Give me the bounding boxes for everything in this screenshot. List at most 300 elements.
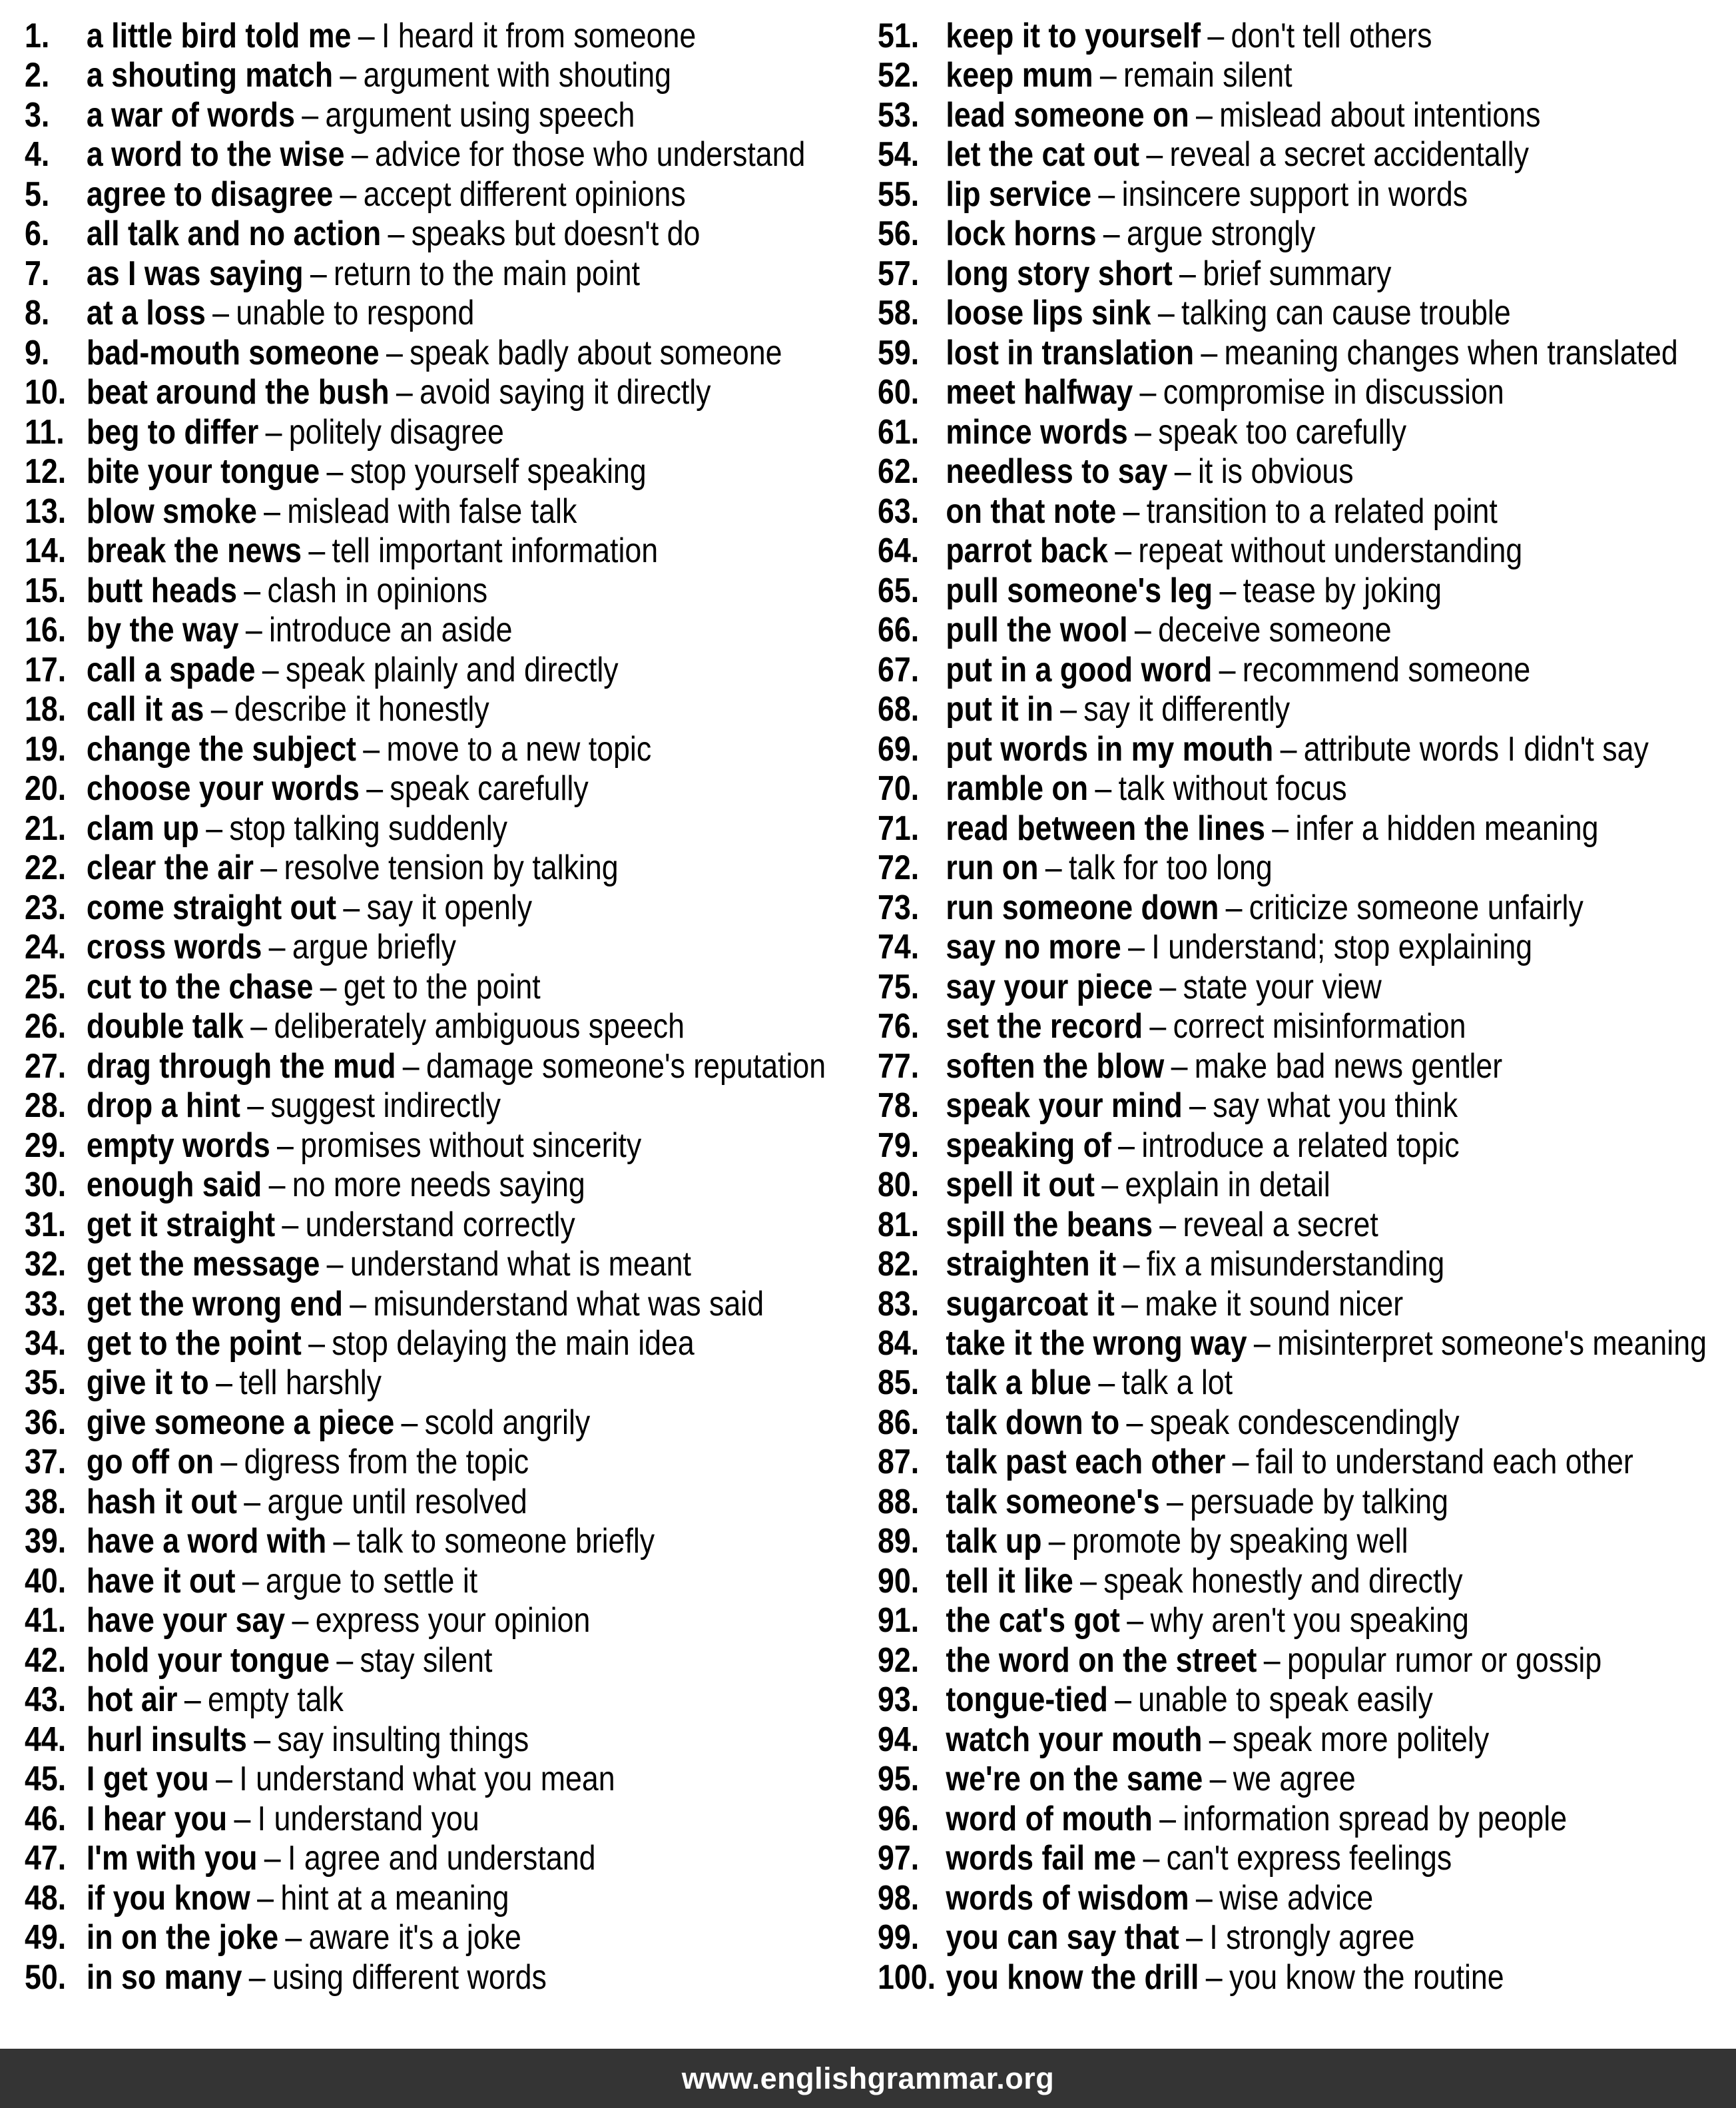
item-separator: – <box>363 729 380 769</box>
list-item <box>878 1086 1736 1126</box>
list-item <box>25 571 884 611</box>
item-term: cut to the chase <box>86 967 314 1006</box>
item-number: 60. <box>878 373 920 412</box>
item-number: 25. <box>25 967 67 1006</box>
item-separator: – <box>1179 254 1196 293</box>
item-separator: – <box>1263 1640 1281 1680</box>
list-item <box>25 214 884 254</box>
item-number: 85. <box>878 1363 920 1403</box>
item-definition: I agree and understand <box>287 1839 596 1878</box>
item-term: get the message <box>86 1245 320 1284</box>
item-number: 34. <box>25 1323 67 1363</box>
item-definition: it is obvious <box>1197 452 1354 492</box>
item-separator: – <box>1139 373 1157 412</box>
item-separator: – <box>1060 690 1077 729</box>
item-term: hot air <box>86 1680 178 1720</box>
item-number: 24. <box>25 928 67 967</box>
item-definition: argue until resolved <box>267 1482 527 1521</box>
list-item <box>25 928 884 967</box>
item-separator: – <box>358 17 375 55</box>
item-term: come straight out <box>86 888 337 927</box>
list-item <box>878 1720 1736 1760</box>
item-definition: talk without focus <box>1118 769 1347 809</box>
item-definition: stop delaying the main idea <box>332 1323 695 1363</box>
item-separator: – <box>402 1046 420 1086</box>
item-number: 8. <box>25 294 50 333</box>
list-item <box>25 1641 884 1680</box>
item-term: speaking of <box>946 1126 1111 1165</box>
item-separator: – <box>247 1086 264 1126</box>
list-item <box>878 1918 1736 1957</box>
item-number: 29. <box>25 1126 67 1165</box>
item-separator: – <box>1135 412 1151 452</box>
item-separator: – <box>1186 1918 1203 1957</box>
item-definition: empty talk <box>208 1680 344 1720</box>
item-term: have your say <box>86 1601 286 1640</box>
item-definition: tell important information <box>332 531 659 571</box>
item-term: speak your mind <box>946 1086 1183 1126</box>
item-separator: – <box>326 452 344 492</box>
item-term: lip service <box>946 175 1092 214</box>
item-term: cross words <box>86 928 262 967</box>
item-term: hash it out <box>86 1482 237 1521</box>
item-separator: – <box>396 373 413 412</box>
item-separator: – <box>1101 1166 1119 1205</box>
item-number: 91. <box>878 1601 920 1640</box>
list-item <box>878 928 1736 967</box>
item-term: parrot back <box>946 531 1108 571</box>
item-separator: – <box>340 175 357 214</box>
item-definition: politely disagree <box>288 412 504 452</box>
item-definition: information spread by people <box>1183 1799 1568 1838</box>
list-item <box>878 254 1736 294</box>
list-item <box>25 1324 884 1363</box>
list-item <box>25 1760 884 1799</box>
item-number: 35. <box>25 1363 67 1403</box>
list-item <box>25 1363 884 1403</box>
item-number: 96. <box>878 1799 920 1838</box>
list-item <box>25 294 884 333</box>
item-definition: talk a lot <box>1121 1363 1233 1403</box>
list-item <box>878 1562 1736 1601</box>
item-separator: – <box>1174 452 1191 492</box>
item-term: straighten it <box>946 1245 1117 1284</box>
item-separator: – <box>1209 1720 1226 1759</box>
item-definition: I strongly agree <box>1209 1918 1415 1957</box>
item-term: by the way <box>86 611 239 650</box>
item-definition: explain in detail <box>1125 1166 1330 1205</box>
item-number: 42. <box>25 1640 67 1680</box>
item-term: meet halfway <box>946 373 1133 412</box>
list-item <box>25 1720 884 1760</box>
item-separator: – <box>1045 849 1062 888</box>
list-item <box>25 1206 884 1245</box>
item-separator: – <box>1098 175 1115 214</box>
item-term: say no more <box>946 928 1121 967</box>
list-item <box>25 1918 884 1957</box>
item-separator: – <box>1205 1957 1223 1997</box>
list-item <box>878 1324 1736 1363</box>
item-number: 94. <box>878 1720 920 1759</box>
item-definition: describe it honestly <box>234 690 489 729</box>
list-item <box>25 175 884 214</box>
item-term: words of wisdom <box>946 1878 1189 1918</box>
list-item <box>25 413 884 452</box>
item-number: 58. <box>878 294 920 333</box>
list-item <box>878 1206 1736 1245</box>
item-separator: – <box>244 1482 261 1521</box>
item-separator: – <box>1280 729 1297 769</box>
item-number: 59. <box>878 333 920 372</box>
item-definition: scold angrily <box>424 1403 591 1442</box>
item-separator: – <box>1166 1482 1183 1521</box>
item-number: 55. <box>878 175 920 214</box>
item-number: 63. <box>878 492 920 531</box>
item-definition: make it sound nicer <box>1145 1284 1404 1323</box>
item-definition: infer a hidden meaning <box>1295 809 1599 848</box>
item-definition: move to a new topic <box>386 729 652 769</box>
list-item <box>878 1641 1736 1680</box>
item-definition: talk to someone briefly <box>356 1522 655 1561</box>
item-term: the cat's got <box>946 1601 1120 1640</box>
list-item <box>878 214 1736 254</box>
item-separator: – <box>388 214 405 254</box>
item-term: have a word with <box>86 1522 327 1561</box>
item-number: 1. <box>25 17 50 55</box>
item-definition: speak plainly and directly <box>285 650 619 689</box>
item-term: run on <box>946 849 1039 888</box>
list-item <box>878 452 1736 492</box>
item-number: 78. <box>878 1086 920 1126</box>
item-separator: – <box>220 1443 238 1482</box>
item-definition: I understand you <box>257 1799 479 1838</box>
item-number: 84. <box>878 1323 920 1363</box>
item-definition: speak condescendingly <box>1149 1403 1460 1442</box>
item-term: talk down to <box>946 1403 1120 1442</box>
item-number: 65. <box>878 571 920 610</box>
item-term: butt heads <box>86 571 237 610</box>
list-item <box>25 1245 884 1284</box>
list-item <box>878 730 1736 769</box>
item-term: talk past each other <box>946 1443 1226 1482</box>
item-separator: – <box>257 1878 274 1918</box>
item-separator: – <box>308 531 326 571</box>
list-item <box>25 1879 884 1918</box>
item-separator: – <box>285 1918 302 1957</box>
list-item <box>25 730 884 769</box>
item-term: let the cat out <box>946 135 1140 175</box>
item-separator: – <box>216 1760 232 1799</box>
item-term: say your piece <box>946 967 1153 1006</box>
item-separator: – <box>264 492 281 531</box>
item-definition: I heard it from someone <box>381 17 697 55</box>
item-number: 89. <box>878 1522 920 1561</box>
footer-bar <box>0 2049 1736 2108</box>
item-definition: deliberately ambiguous speech <box>274 1007 685 1046</box>
item-term: words fail me <box>946 1839 1137 1878</box>
item-term: lost in translation <box>946 333 1195 372</box>
list-item <box>878 17 1736 56</box>
item-term: in so many <box>86 1957 242 1997</box>
item-number: 43. <box>25 1680 67 1720</box>
item-definition: stay silent <box>360 1640 493 1680</box>
item-term: hurl insults <box>86 1720 247 1759</box>
item-definition: I understand; stop explaining <box>1151 928 1533 967</box>
list-item <box>25 1086 884 1126</box>
item-term: the word on the street <box>946 1640 1257 1680</box>
item-number: 13. <box>25 492 67 531</box>
list-item <box>25 690 884 729</box>
item-separator: – <box>1115 1680 1131 1720</box>
item-number: 54. <box>878 135 920 175</box>
item-term: talk a blue <box>946 1363 1092 1403</box>
item-term: a little bird told me <box>86 17 352 55</box>
list-item <box>878 1760 1736 1799</box>
item-separator: – <box>1195 1878 1213 1918</box>
list-item <box>878 96 1736 135</box>
list-item <box>878 1285 1736 1324</box>
item-term: beg to differ <box>86 412 259 452</box>
item-term: keep mum <box>946 56 1093 95</box>
item-definition: deceive someone <box>1158 611 1392 650</box>
item-separator: – <box>1126 1403 1143 1442</box>
item-separator: – <box>336 1640 354 1680</box>
item-definition: say insulting things <box>277 1720 529 1759</box>
item-number: 37. <box>25 1443 67 1482</box>
item-number: 79. <box>878 1126 920 1165</box>
item-number: 5. <box>25 175 50 214</box>
item-number: 48. <box>25 1878 67 1918</box>
item-definition: insincere support in words <box>1121 175 1468 214</box>
item-separator: – <box>1157 294 1175 333</box>
item-number: 26. <box>25 1007 67 1046</box>
item-separator: – <box>265 412 282 452</box>
item-number: 45. <box>25 1760 67 1799</box>
item-separator: – <box>1118 1126 1135 1165</box>
item-definition: remain silent <box>1123 56 1293 95</box>
item-separator: – <box>1121 1284 1139 1323</box>
item-number: 30. <box>25 1166 67 1205</box>
item-definition: aware it's a joke <box>308 1918 521 1957</box>
item-number: 17. <box>25 650 67 689</box>
item-separator: – <box>1098 1363 1115 1403</box>
item-separator: – <box>1225 888 1243 927</box>
list-item <box>25 968 884 1007</box>
list-item <box>878 1007 1736 1046</box>
item-definition: unable to speak easily <box>1138 1680 1433 1720</box>
item-term: call it as <box>86 690 204 729</box>
list-item <box>25 651 884 690</box>
item-definition: unable to respond <box>236 294 475 333</box>
item-definition: criticize someone unfairly <box>1249 888 1584 927</box>
item-term: give it to <box>86 1363 209 1403</box>
item-number: 3. <box>25 95 50 135</box>
item-term: long story short <box>946 254 1173 293</box>
item-number: 10. <box>25 373 67 412</box>
list-item <box>25 849 884 888</box>
item-definition: you know the routine <box>1229 1957 1504 1997</box>
item-term: blow smoke <box>86 492 257 531</box>
item-number: 46. <box>25 1799 67 1838</box>
list-item <box>878 1443 1736 1482</box>
list-item <box>878 413 1736 452</box>
item-term: ramble on <box>946 769 1089 809</box>
list-item <box>25 1403 884 1443</box>
item-definition: resolve tension by talking <box>284 849 619 888</box>
item-separator: – <box>1095 769 1112 809</box>
item-term: you know the drill <box>946 1957 1199 1997</box>
item-number: 87. <box>878 1443 920 1482</box>
item-number: 12. <box>25 452 67 492</box>
item-separator: – <box>1149 1007 1167 1046</box>
item-separator: – <box>282 1205 299 1244</box>
item-term: give someone a piece <box>86 1403 395 1442</box>
list-item <box>878 1601 1736 1640</box>
list-item <box>25 492 884 531</box>
list-item <box>878 1680 1736 1720</box>
item-definition: tell harshly <box>239 1363 382 1403</box>
item-definition: argue strongly <box>1126 214 1316 254</box>
item-term: you can say that <box>946 1918 1179 1957</box>
item-number: 99. <box>878 1918 920 1957</box>
item-separator: – <box>401 1403 418 1442</box>
item-term: double talk <box>86 1007 244 1046</box>
item-number: 53. <box>878 95 920 135</box>
item-separator: – <box>320 967 337 1006</box>
item-number: 20. <box>25 769 67 809</box>
item-definition: understand correctly <box>305 1205 575 1244</box>
list-item <box>25 1800 884 1839</box>
item-separator: – <box>366 769 384 809</box>
list-item <box>878 769 1736 809</box>
item-separator: – <box>244 571 261 610</box>
item-definition: promote by speaking well <box>1071 1522 1408 1561</box>
item-term: we're on the same <box>946 1760 1203 1799</box>
list-item <box>878 1047 1736 1086</box>
item-term: watch your mouth <box>946 1720 1203 1759</box>
list-item <box>878 294 1736 333</box>
item-separator: – <box>340 56 357 95</box>
list-item <box>25 1166 884 1205</box>
item-term: run someone down <box>946 888 1219 927</box>
item-term: pull the wool <box>946 611 1128 650</box>
item-term: get the wrong end <box>86 1284 343 1323</box>
item-number: 62. <box>878 452 920 492</box>
item-definition: we agree <box>1233 1760 1356 1799</box>
item-separator: – <box>1232 1443 1249 1482</box>
item-definition: speak too carefully <box>1158 412 1407 452</box>
item-term: empty words <box>86 1126 270 1165</box>
item-definition: reveal a secret accidentally <box>1169 135 1529 175</box>
item-term: get it straight <box>86 1205 276 1244</box>
item-definition: hint at a meaning <box>280 1878 509 1918</box>
item-separator: – <box>343 888 360 927</box>
item-definition: mislead with false talk <box>287 492 577 531</box>
list-item <box>878 1839 1736 1878</box>
idiom-list-right-column <box>878 17 1736 1997</box>
item-number: 32. <box>25 1245 67 1284</box>
item-separator: – <box>268 1166 286 1205</box>
list-item <box>878 1245 1736 1284</box>
list-item <box>878 373 1736 412</box>
item-definition: compromise in discussion <box>1163 373 1504 412</box>
item-number: 67. <box>878 650 920 689</box>
item-definition: repeat without understanding <box>1138 531 1523 571</box>
item-definition: using different words <box>272 1957 547 1997</box>
item-separator: – <box>1219 571 1237 610</box>
list-item <box>25 1562 884 1601</box>
list-item <box>878 334 1736 373</box>
item-definition: accept different opinions <box>363 175 686 214</box>
item-separator: – <box>310 254 327 293</box>
list-item <box>25 452 884 492</box>
item-number: 18. <box>25 690 67 729</box>
list-item <box>25 888 884 928</box>
list-item <box>878 1879 1736 1918</box>
item-term: talk up <box>946 1522 1042 1561</box>
item-separator: – <box>250 1007 268 1046</box>
item-number: 100. <box>878 1957 936 1997</box>
item-separator: – <box>1159 1799 1177 1838</box>
item-definition: avoid saying it directly <box>420 373 711 412</box>
item-term: keep it to yourself <box>946 17 1201 55</box>
item-number: 92. <box>878 1640 920 1680</box>
item-number: 97. <box>878 1839 920 1878</box>
item-term: get to the point <box>86 1323 302 1363</box>
list-item <box>25 1958 884 1997</box>
item-separator: – <box>1115 531 1132 571</box>
item-separator: – <box>260 849 278 888</box>
item-definition: misinterpret someone's meaning <box>1277 1323 1707 1363</box>
item-definition: understand what is meant <box>350 1245 691 1284</box>
item-separator: – <box>308 1323 325 1363</box>
item-number: 39. <box>25 1522 67 1561</box>
item-number: 64. <box>878 531 920 571</box>
item-number: 19. <box>25 729 67 769</box>
item-definition: correct misinformation <box>1173 1007 1466 1046</box>
item-separator: – <box>386 333 403 372</box>
item-separator: – <box>268 928 286 967</box>
item-term: in on the joke <box>86 1918 279 1957</box>
item-separator: – <box>350 1284 367 1323</box>
list-item <box>25 56 884 95</box>
item-number: 44. <box>25 1720 67 1759</box>
item-number: 50. <box>25 1957 67 1997</box>
item-definition: I understand what you mean <box>239 1760 615 1799</box>
item-term: break the news <box>86 531 302 571</box>
item-definition: say what you think <box>1213 1086 1458 1126</box>
item-definition: talk for too long <box>1068 849 1273 888</box>
item-definition: return to the main point <box>334 254 640 293</box>
item-definition: speak carefully <box>390 769 589 809</box>
item-term: change the subject <box>86 729 356 769</box>
item-number: 27. <box>25 1046 67 1086</box>
item-definition: why aren't you speaking <box>1150 1601 1469 1640</box>
item-number: 51. <box>878 17 920 55</box>
item-definition: mislead about intentions <box>1219 95 1541 135</box>
item-separator: – <box>1189 1086 1206 1126</box>
list-item <box>25 769 884 809</box>
item-number: 95. <box>878 1760 920 1799</box>
item-definition: popular rumor or gossip <box>1287 1640 1602 1680</box>
item-term: needless to say <box>946 452 1168 492</box>
item-number: 68. <box>878 690 920 729</box>
item-term: agree to disagree <box>86 175 334 214</box>
item-number: 74. <box>878 928 920 967</box>
item-number: 56. <box>878 214 920 254</box>
item-term: a war of words <box>86 95 295 135</box>
list-item <box>878 492 1736 531</box>
